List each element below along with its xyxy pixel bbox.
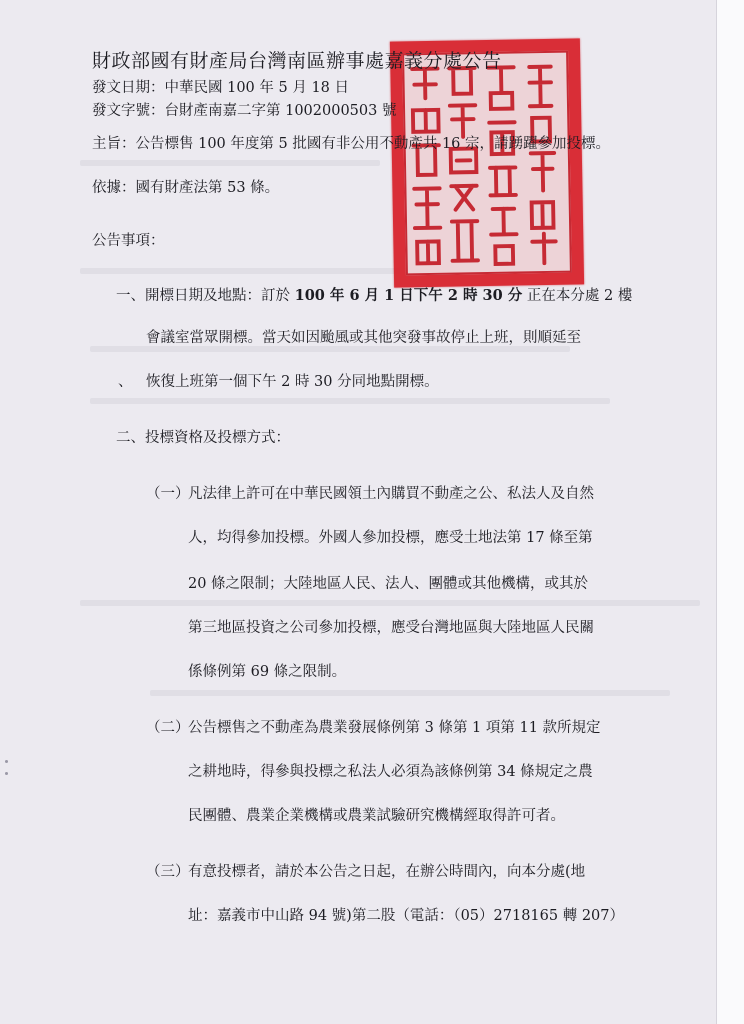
bleed-through: [80, 160, 380, 166]
item-2-heading: 二、投標資格及投標方式：: [116, 430, 290, 446]
bleed-through: [150, 690, 670, 696]
sub-item-2-line: 公告標售之不動產為農業發展條例第 3 條第 1 項第 11 款所規定: [188, 720, 601, 736]
items-heading: 公告事項：: [92, 233, 165, 249]
sub-item-1-line: 係條例第 69 條之限制。: [188, 664, 347, 680]
sub-item-2-line: 民團體、農業企業機構或農業試驗研究機構經取得許可者。: [188, 808, 565, 824]
sub-item-1-line: 凡法律上許可在中華民國領土內購買不動產之公、私法人及自然: [188, 486, 594, 502]
item-1-datetime: 100 年 6 月 1 日下午 2 時 30 分: [294, 287, 523, 304]
sub-item-2-line: 之耕地時，得參與投標之私法人必須為該條例第 34 條規定之農: [188, 764, 593, 780]
page-title: 財政部國有財產局台灣南區辦事處嘉義分處公告: [92, 50, 502, 72]
bleed-through: [80, 268, 400, 274]
issue-date: 發文日期：中華民國 100 年 5 月 18 日: [92, 80, 350, 96]
bleed-through: [90, 398, 610, 404]
punch-mark: [5, 760, 8, 763]
sub-item-1-line: 第三地區投資之公司參加投標，應受台灣地區與大陸地區人民關: [188, 620, 594, 636]
sub-item-1-line: 人，均得參加投標。外國人參加投標，應受土地法第 17 條至第: [188, 530, 593, 546]
sub-item-1-label: （一）: [146, 486, 190, 502]
official-seal: [390, 38, 584, 287]
item-1-line-3: 恢復上班第一個下午 2 時 30 分同地點開標。: [146, 374, 439, 390]
page-edge: [716, 0, 744, 1024]
reference-number: 發文字號：台財產南嘉二字第 1002000503 號: [92, 103, 397, 119]
sub-item-2-label: （二）: [146, 720, 190, 736]
item-1-lead: 一、開標日期及地點：訂於: [116, 288, 290, 304]
sub-item-1-line: 20 條之限制；大陸地區人民、法人、團體或其他機構，或其於: [188, 576, 589, 592]
sub-item-3-label: （三）: [146, 864, 190, 880]
sub-item-3-line: 址：嘉義市中山路 94 號)第二股（電話：（05）2718165 轉 207）: [188, 908, 624, 924]
sub-item-3-line: 有意投標者，請於本公告之日起，在辦公時間內，向本分處(地: [188, 864, 586, 880]
punch-mark: [5, 772, 8, 775]
bleed-through: [80, 600, 700, 606]
seal-script-icon: [404, 53, 570, 274]
item-1-line-1: [116, 286, 632, 306]
item-1-line-2: 會議室當眾開標。當天如因颱風或其他突發事故停止上班，則順延至: [146, 330, 581, 346]
item-1-mark: 、: [118, 374, 133, 390]
subject-line: 主旨：公告標售 100 年度第 5 批國有非公用不動產共 16 宗，請踴躍參加投標。: [92, 136, 611, 152]
item-1-tail: 正在本分處 2 樓: [526, 288, 633, 304]
legal-basis: 依據：國有財產法第 53 條。: [92, 180, 280, 196]
